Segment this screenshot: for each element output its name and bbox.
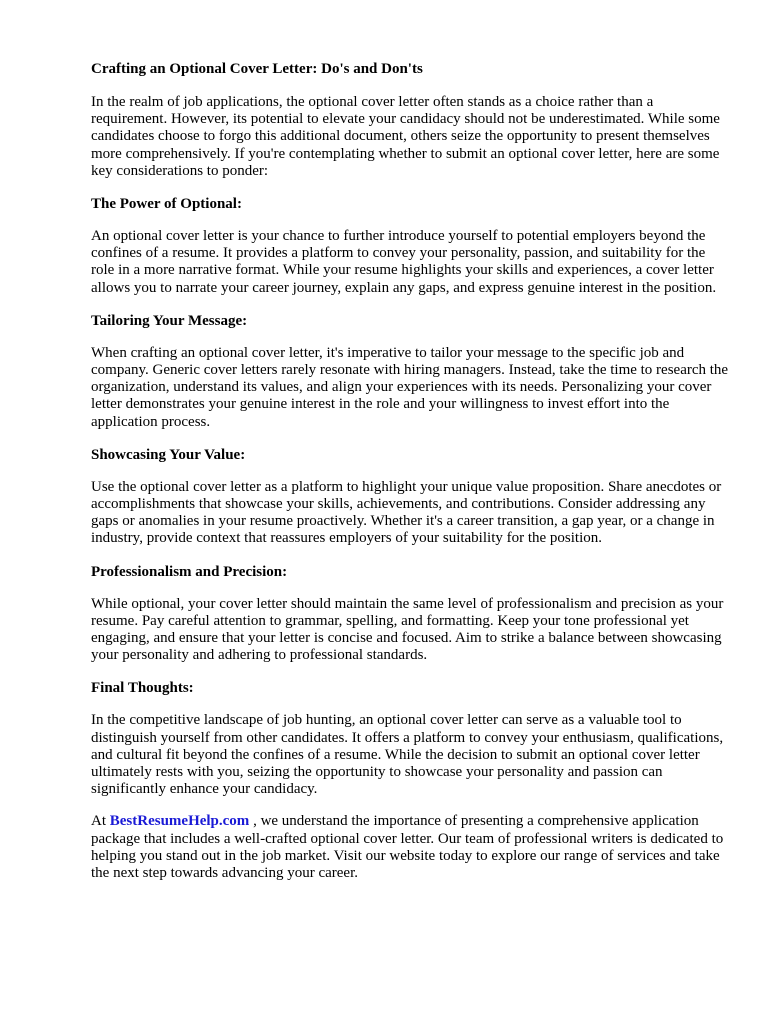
document-page <box>91 60 731 897</box>
section-body: Use the optional cover letter as a platform to highlight your unique value proposition. Share anecdotes or accomplishments that showcase your skills, achievements, and contributions. Consider addressing any gaps or anomalies in your resume proactively. Whether it's a career transition, a gap year, or a change in industry, provide context that reassures employers of your suitability for the position. <box>91 478 722 547</box>
section-heading: Tailoring Your Message: <box>91 312 248 329</box>
section-final-thoughts <box>91 679 731 798</box>
intro-paragraph: In the realm of job applications, the optional cover letter often stands as a choice rather than a requirement. However, its potential to elevate your candidacy should not be underestimated. While some candidates choose to forgo this additional document, others seize the opportunity to present themselves more comprehensively. If you're contemplating whether to submit an optional cover letter, here are some key considerations to ponder: <box>91 94 720 179</box>
closing-paragraph <box>91 813 731 882</box>
section-heading: Final Thoughts: <box>91 680 194 697</box>
document-title: Crafting an Optional Cover Letter: Do's and Don'ts <box>91 61 423 77</box>
section-heading: The Power of Optional: <box>91 196 242 213</box>
section-body: When crafting an optional cover letter, it's imperative to tailor your message to the specific job and company. Generic cover letters rarely resonate with hiring managers. Instead, take the time to research the organization, understand its values, and align your experiences with its needs. Personalizing your cover letter demonstrates your genuine interest in the role and your willingness to invest effort into the application process. <box>91 344 729 430</box>
section-body: In the competitive landscape of job hunting, an optional cover letter can serve as a valuable tool to distinguish yourself from other candidates. It offers a platform to convey your enthusiasm, qualifications, and cultural fit beyond the confines of a resume. While the decision to submit an optional cover letter ultimately rests with you, seizing the opportunity to showcase your personality and passion can significantly enhance your candidacy. <box>91 712 724 798</box>
section-professionalism-and-precision <box>91 563 731 665</box>
section-showcasing-your-value <box>91 446 731 548</box>
section-heading: Showcasing Your Value: <box>91 446 246 463</box>
section-tailoring-your-message <box>91 312 731 431</box>
bestresumehelp-link[interactable]: BestResumeHelp.com <box>109 813 250 830</box>
section-power-of-optional <box>91 195 731 297</box>
section-body: While optional, your cover letter should maintain the same level of professionalism and precision as your resume. Pay careful attention to grammar, spelling, and formatting. Keep your tone professional yet engaging, and ensure that your letter is concise and focused. Aim to strike a balance between showcasing your personality and adhering to professional standards. <box>91 595 724 664</box>
closing-prefix: At <box>91 813 110 830</box>
section-heading: Professionalism and Precision: <box>91 563 288 580</box>
closing-suffix: , we understand the importance of presenting a comprehensive application package that includes a well-crafted optional cover letter. Our team of professional writers is dedicated to helping you stand out in the job market. Visit our website today to explore our range of services and take the next step towards advancing your career. <box>91 813 724 882</box>
section-body: An optional cover letter is your chance to further introduce yourself to potential employers beyond the confines of a resume. It provides a platform to convey your personality, passion, and suitability for the role in a more narrative format. While your resume highlights your skills and experiences, a cover letter allows you to narrate your career journey, explain any gaps, and express genuine interest in the position. <box>91 228 717 296</box>
